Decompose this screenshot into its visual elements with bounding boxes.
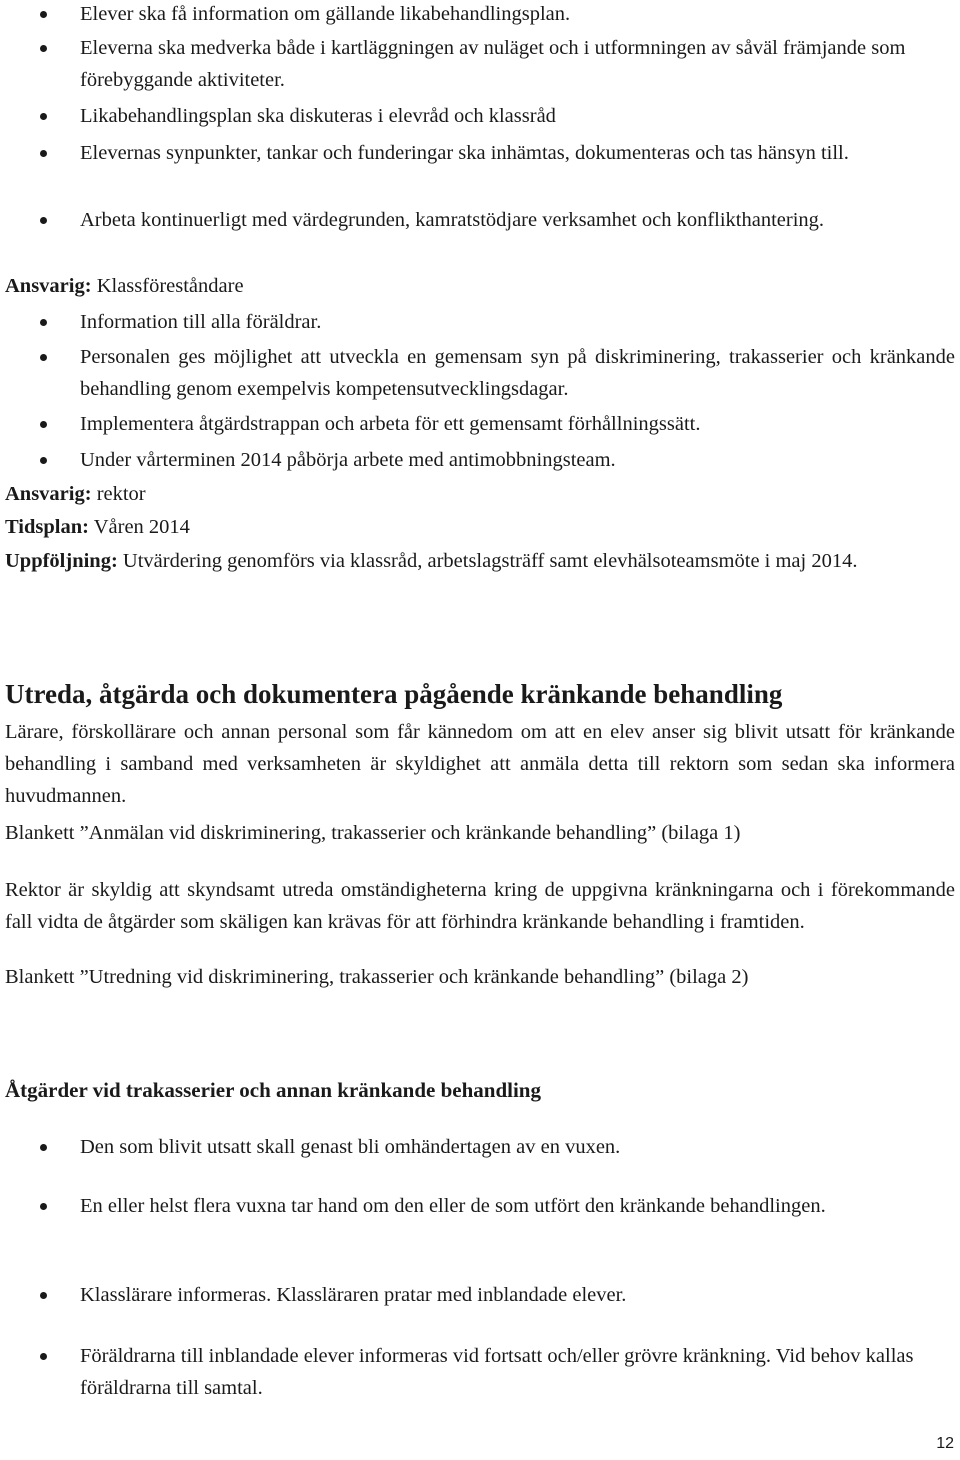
bullet-icon [40,45,47,52]
list-item: Information till alla föräldrar. [0,306,960,338]
responsible-label: Ansvarig: [5,483,92,505]
list-item: Arbeta kontinuerligt med värdegrunden, kamratstödjare verksamhet och konflikthantering. [0,204,960,236]
list-item: Under vårterminen 2014 påbörja arbete med antimobbningsteam. [0,444,960,476]
list-item: Eleverna ska medverka både i kartläggningen av nuläget och i utformningen av såväl främjande som förebyggande aktiviteter. [0,32,960,96]
responsible-line [5,478,955,510]
bullet-icon [40,1203,47,1210]
list-item: Den som blivit utsatt skall genast bli omhändertagen av en vuxen. [0,1131,960,1163]
page-number: 12 [936,1435,954,1452]
paragraph: Lärare, förskollärare och annan personal som får kännedom om att en elev anser sig blivit utsatt för kränkande behandling i samband med verksamheten är skyldighet att anmäla detta till rektorn som sedan ska informera huvudmannen. [5,721,955,807]
list-item: Personalen ges möjlighet att utveckla en gemensam syn på diskriminering, trakasserier och kränkande behandling genom exempelvis kompetensutvecklingsdagar. [0,341,960,405]
responsible-label: Ansvarig: [5,275,92,297]
bullet-icon [40,11,47,18]
timeplan-label: Tidsplan: [5,516,89,538]
section-heading: Utreda, åtgärda och dokumentera pågående kränkande behandling [5,679,783,709]
list-item: Klasslärare informeras. Klassläraren pratar med inblandade elever. [0,1279,960,1311]
list-item: Elever ska få information om gällande likabehandlingsplan. [0,0,960,30]
bullet-icon [40,1144,47,1151]
list-item: En eller helst flera vuxna tar hand om den eller de som utfört den kränkande behandlingen. [0,1190,960,1222]
responsible-value: rektor [96,483,146,505]
bullet-icon [40,319,47,326]
bullet-icon [40,217,47,224]
list-item: Föräldrarna till inblandade elever informeras vid fortsatt och/eller grövre kränkning. Vid behov kallas föräldrarna till samtal. [0,1340,960,1404]
responsible-value: Klassföreståndare [96,275,244,297]
bullet-icon [40,1292,47,1299]
list-item: Likabehandlingsplan ska diskuteras i elevråd och klassråd [0,100,960,132]
list-item: Implementera åtgärdstrappan och arbeta för ett gemensamt förhållningssätt. [0,408,960,440]
followup-paragraph [5,545,955,577]
bullet-icon [40,421,47,428]
bullet-icon [40,354,47,361]
bullet-icon [40,457,47,464]
form-reference: Blankett ”Anmälan vid diskriminering, trakasserier och kränkande behandling” (bilaga 1) [5,822,741,844]
responsible-line [5,270,955,302]
list-item: Elevernas synpunkter, tankar och funderingar ska inhämtas, dokumenteras och tas hänsyn till. [0,137,960,169]
section-heading: Åtgärder vid trakasserier och annan kränkande behandling [5,1078,541,1102]
paragraph: Rektor är skyldig att skyndsamt utreda omständigheterna kring de uppgivna kränkningarna och i förekommande fall vidta de åtgärder som skäligen kan krävas för att förhindra kränkande behandling i framtiden. [5,879,955,933]
followup-value: Utvärdering genomförs via klassråd, arbetslagsträff samt elevhälsoteamsmöte i maj 2014. [122,550,858,572]
bullet-icon [40,1353,47,1360]
bullet-icon [40,113,47,120]
form-reference: Blankett ”Utredning vid diskriminering, trakasserier och kränkande behandling” (bilaga 2) [5,966,749,988]
timeplan-value: Våren 2014 [93,516,190,538]
followup-label: Uppföljning: [5,550,118,572]
bullet-icon [40,150,47,157]
timeplan-line [5,511,955,543]
